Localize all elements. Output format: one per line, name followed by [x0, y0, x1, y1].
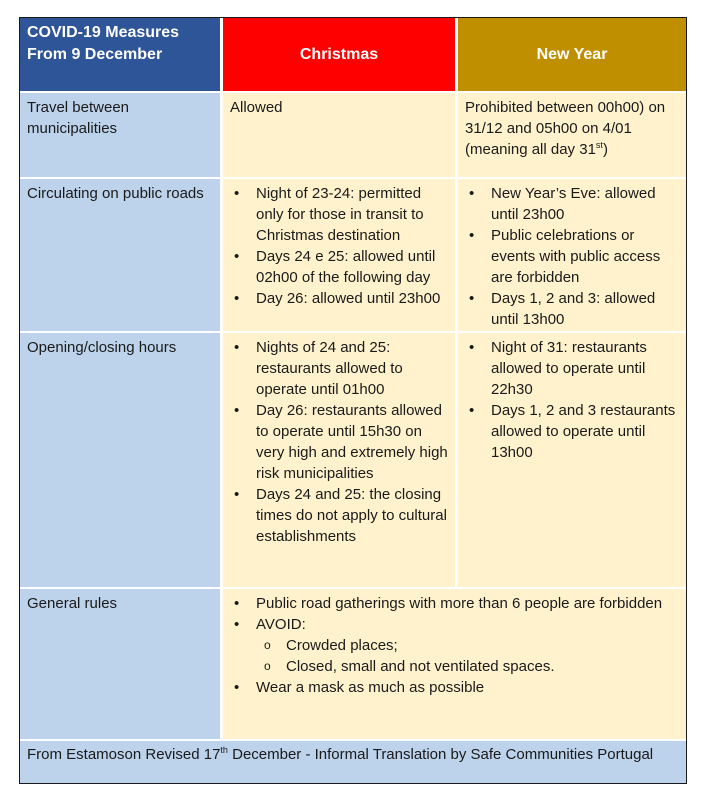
row-circulating-label: Circulating on public roads: [27, 185, 204, 202]
footer-cell: [20, 741, 686, 783]
footer-sup: th: [220, 745, 228, 755]
row-travel-label-cell: [20, 93, 220, 177]
list-item: • Days 1, 2 and 3: allowed until 13h00: [465, 288, 679, 330]
list-subitem: o Crowded places;: [230, 635, 679, 656]
row-travel-label: Travel between municipalities: [27, 99, 129, 137]
header-christmas: Christmas: [299, 46, 379, 63]
row-travel-new-year-text: Prohibited between 00h00) on 31/12 and 05h00 on 4/01 (meaning all day 31: [465, 99, 666, 158]
row-travel-new-year-sup: st: [595, 140, 603, 150]
header-title-line2: From 9 December: [27, 46, 163, 63]
list-item: • Nights of 24 and 25: restaurants allowed to operate until 01h00: [230, 337, 448, 400]
avoid-label: AVOID:: [256, 616, 306, 633]
row-general-label-cell: [20, 589, 220, 739]
row-circulating-new-year-cell: [458, 179, 686, 331]
row-travel-new-year-cell: [458, 93, 686, 177]
row-hours-label-cell: [20, 333, 220, 587]
row-hours-christmas-list: [230, 337, 448, 547]
row-general-label: General rules: [27, 595, 118, 612]
row-general-rules-cell: [223, 589, 686, 739]
list-item: • Day 26: restaurants allowed to operate until 15h30 on very high and extremely high risk municipalities: [230, 400, 448, 484]
list-item-avoid: [230, 614, 679, 635]
row-hours-label: Opening/closing hours: [27, 339, 177, 356]
list-item: • Days 24 and 25: the closing times do not apply to cultural establishments: [230, 484, 448, 547]
list-item: • Days 1, 2 and 3 restaurants allowed to operate until 13h00: [465, 400, 679, 463]
list-item: • Night of 23-24: permitted only for those in transit to Christmas destination: [230, 183, 448, 246]
row-circulating-new-year-list: [465, 183, 679, 330]
footer-text-before: From Estamoson Revised 17: [27, 746, 221, 763]
list-item: • Public celebrations or events with public access are forbidden: [465, 225, 679, 288]
list-item: • New Year’s Eve: allowed until 23h00: [465, 183, 679, 225]
list-item: • Public road gatherings with more than 6 people are forbidden: [230, 593, 679, 614]
row-travel-new-year: [465, 99, 665, 158]
row-travel-christmas-cell: [223, 93, 455, 177]
row-general-rules-list: [230, 593, 679, 698]
header-title-line1: COVID-19 Measures: [27, 24, 180, 41]
row-hours-new-year-list: [465, 337, 679, 463]
covid-measures-table: [19, 17, 687, 784]
footer-text: [27, 746, 653, 763]
row-hours-new-year-cell: [458, 333, 686, 587]
header-christmas-cell: [223, 18, 455, 91]
list-item: • Wear a mask as much as possible: [230, 677, 679, 698]
row-hours-christmas-cell: [223, 333, 455, 587]
list-item: • Day 26: allowed until 23h00: [230, 288, 448, 309]
list-item: • Days 24 e 25: allowed until 02h00 of the following day: [230, 246, 448, 288]
row-circulating-christmas-cell: [223, 179, 455, 331]
row-circulating-label-cell: [20, 179, 220, 331]
header-new-year-cell: [458, 18, 686, 91]
header-new-year: New Year: [536, 46, 608, 63]
row-travel-new-year-end: ): [602, 141, 608, 158]
row-travel-christmas: Allowed: [230, 99, 283, 116]
list-item: • Night of 31: restaurants allowed to operate until 22h30: [465, 337, 679, 400]
header-title-cell: [20, 18, 220, 91]
row-circulating-christmas-list: [230, 183, 448, 309]
footer-text-after: December - Informal Translation by Safe Communities Portugal: [227, 746, 654, 763]
list-subitem: o Closed, small and not ventilated spaces.: [230, 656, 679, 677]
